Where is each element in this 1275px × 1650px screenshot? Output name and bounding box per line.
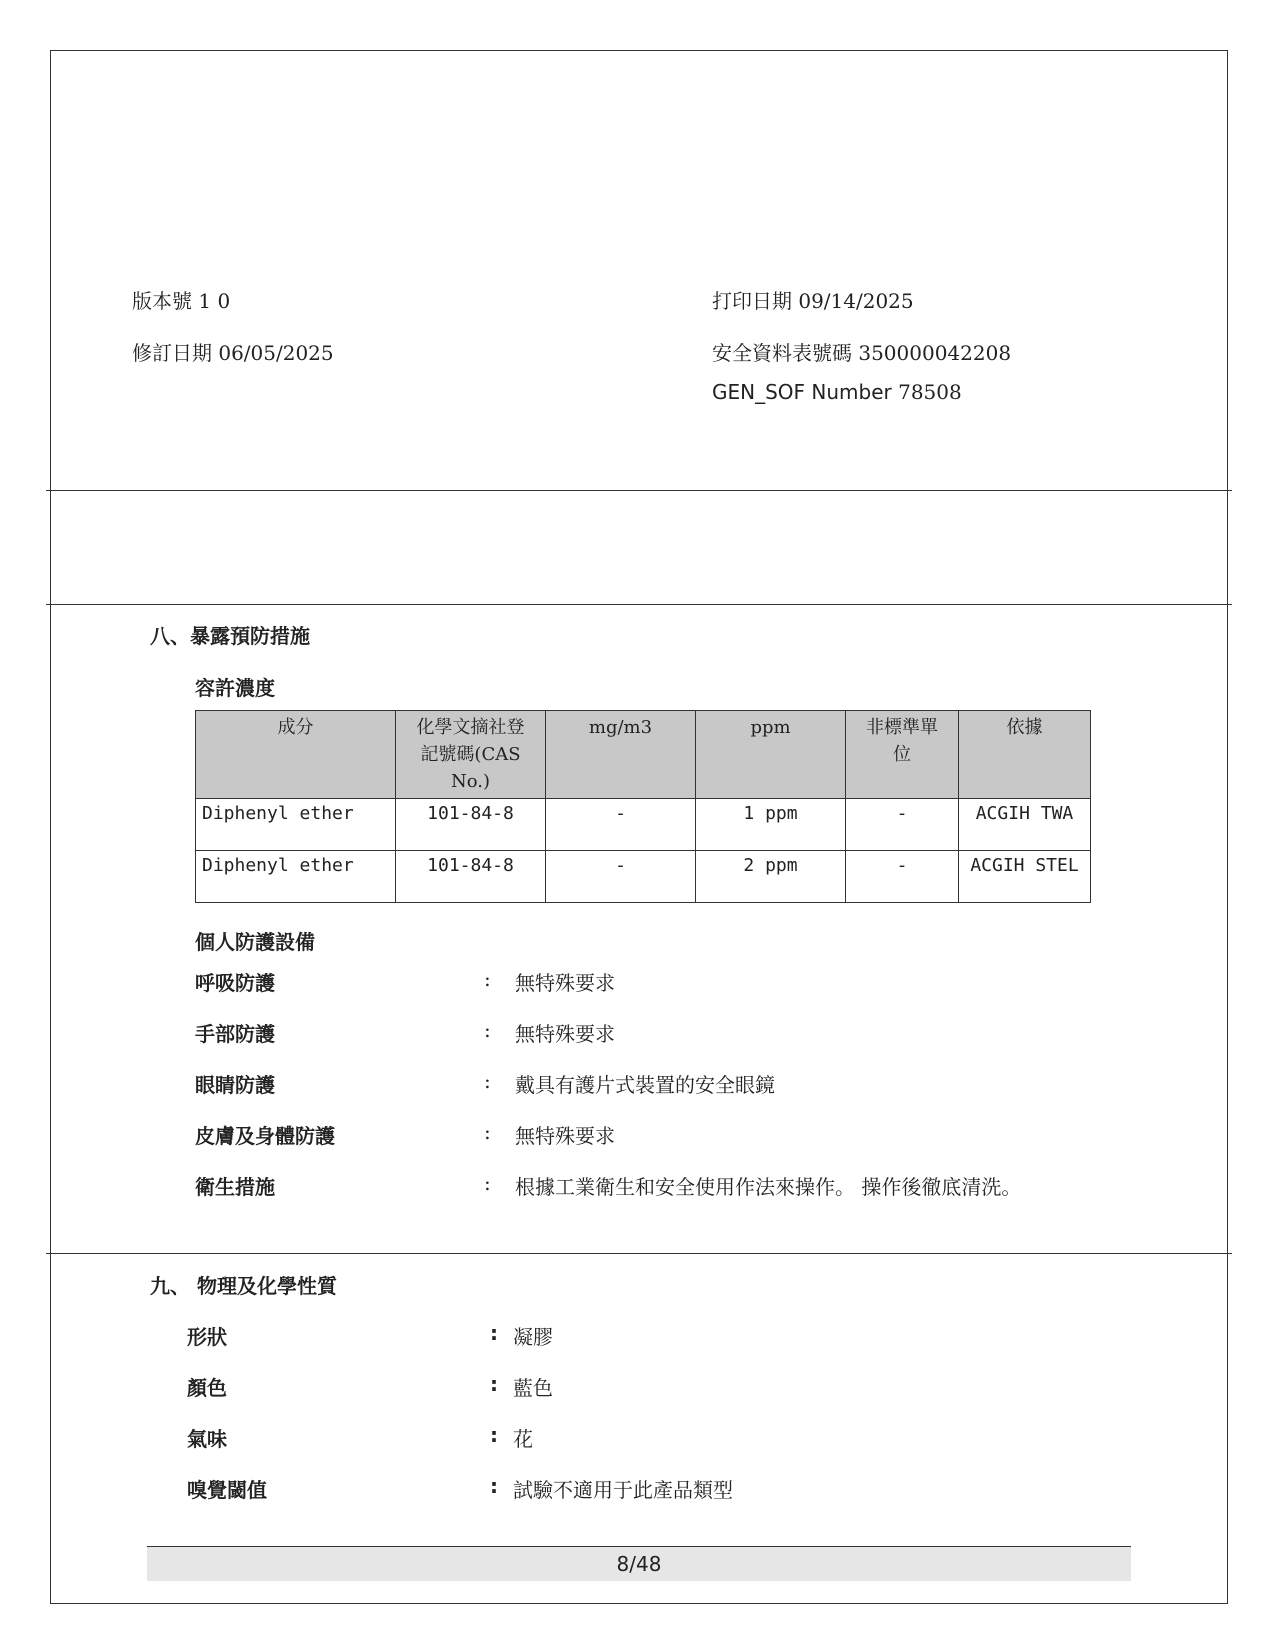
sds-number-field: [712, 337, 1011, 366]
print-date-value: 09/14/2025: [798, 289, 914, 313]
colon-separator: :: [484, 1018, 491, 1042]
colon-separator: :: [490, 1372, 498, 1396]
cell-cas-number: 101-84-8: [396, 799, 546, 851]
gen-sof-field: [712, 380, 962, 404]
cell-component: Diphenyl ether: [196, 799, 396, 851]
header-component: 成分: [196, 711, 396, 799]
cell-non-standard-unit: -: [846, 799, 959, 851]
colon-separator: :: [490, 1474, 498, 1498]
print-date-field: [712, 285, 914, 314]
header-mg-m3: mg/m3: [546, 711, 696, 799]
colon-separator: :: [484, 967, 491, 991]
form-value: 凝膠: [513, 1325, 553, 1349]
footer-bar: [147, 1546, 1131, 1581]
sds-number-label: 安全資料表號碼: [712, 341, 852, 365]
cell-basis: ACGIH TWA: [959, 799, 1091, 851]
cell-ppm: 1 ppm: [696, 799, 846, 851]
header-ppm: ppm: [696, 711, 846, 799]
ppe-eye-value: 戴具有護片式裝置的安全眼鏡: [515, 1073, 775, 1097]
cell-basis: ACGIH STEL: [959, 851, 1091, 903]
color-value: 藍色: [513, 1376, 553, 1400]
revision-date-value: 06/05/2025: [218, 341, 334, 365]
ppe-respiratory-value: 無特殊要求: [515, 971, 615, 995]
ppe-hygiene-value: 根據工業衛生和安全使用作法來操作。 操作後徹底清洗。: [515, 1175, 1022, 1199]
table-row: [196, 851, 1091, 903]
colon-separator: :: [484, 1069, 491, 1093]
odor-value: 花: [513, 1427, 533, 1451]
cell-non-standard-unit: -: [846, 851, 959, 903]
section-9-title: 九、 物理及化學性質: [150, 1274, 337, 1298]
version-field: [132, 285, 230, 314]
table-row: [196, 799, 1091, 851]
ppe-hand-label: 手部防護: [195, 1022, 275, 1046]
ppe-respiratory-label: 呼吸防護: [195, 971, 275, 995]
revision-date-field: [132, 337, 334, 366]
header-basis: 依據: [959, 711, 1091, 799]
divider: [46, 604, 1232, 605]
cell-mg-m3: -: [546, 851, 696, 903]
colon-separator: :: [484, 1171, 491, 1195]
odor-threshold-value: 試驗不適用于此產品類型: [513, 1478, 733, 1502]
section-8-title: 八、暴露預防措施: [150, 624, 310, 648]
ppe-skin-value: 無特殊要求: [515, 1124, 615, 1148]
cell-component: Diphenyl ether: [196, 851, 396, 903]
divider: [46, 1253, 1232, 1254]
color-label: 顏色: [187, 1376, 227, 1400]
ppe-skin-label: 皮膚及身體防護: [195, 1124, 335, 1148]
ppe-hygiene-label: 衛生措施: [195, 1175, 275, 1199]
colon-separator: :: [490, 1321, 498, 1345]
table-header-row: [196, 711, 1091, 799]
odor-threshold-label: 嗅覺閾值: [187, 1478, 267, 1502]
exposure-limits-table: [195, 710, 1091, 903]
cell-cas-number: 101-84-8: [396, 851, 546, 903]
header-cas-number: 化學文摘社登 記號碼(CAS No.): [396, 711, 546, 799]
divider: [46, 490, 1232, 491]
page-number: 8/48: [616, 1552, 662, 1576]
ppe-hand-value: 無特殊要求: [515, 1022, 615, 1046]
exposure-limits-title: 容許濃度: [195, 676, 275, 700]
gen-sof-value: 78508: [898, 380, 962, 404]
colon-separator: :: [490, 1423, 498, 1447]
cell-ppm: 2 ppm: [696, 851, 846, 903]
cell-mg-m3: -: [546, 799, 696, 851]
revision-date-label: 修訂日期: [132, 341, 212, 365]
print-date-label: 打印日期: [712, 289, 792, 313]
version-label: 版本號: [132, 289, 192, 313]
odor-label: 氣味: [187, 1427, 227, 1451]
version-value: 1 0: [198, 289, 231, 313]
gen-sof-label: GEN_SOF Number: [712, 380, 892, 404]
sds-number-value: 350000042208: [858, 341, 1012, 365]
ppe-title: 個人防護設備: [195, 930, 315, 954]
header-non-standard-unit: 非標準單 位: [846, 711, 959, 799]
colon-separator: :: [484, 1120, 491, 1144]
form-label: 形狀: [187, 1325, 227, 1349]
ppe-eye-label: 眼睛防護: [195, 1073, 275, 1097]
